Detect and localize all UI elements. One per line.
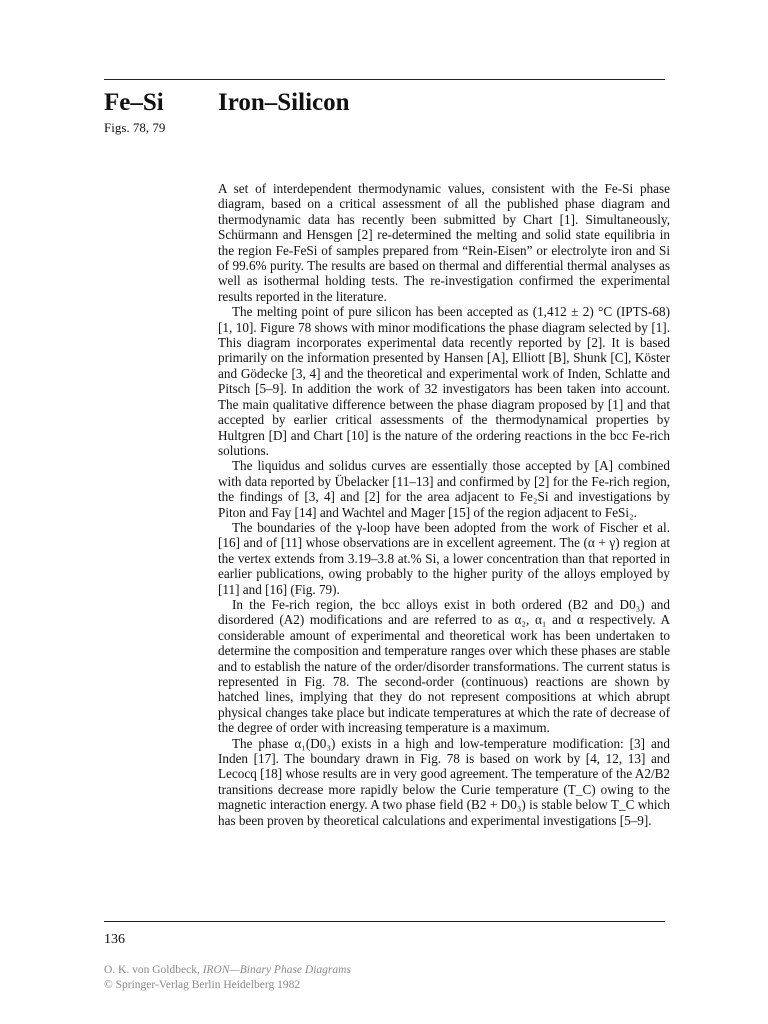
element-symbol: Fe–Si xyxy=(104,89,164,116)
footer-credits xyxy=(104,963,351,993)
body-text xyxy=(218,181,670,828)
author: O. K. von Goldbeck, xyxy=(104,964,203,976)
section-title: Iron–Silicon xyxy=(218,89,350,116)
footer-rule xyxy=(104,921,665,922)
book-title: IRON—Binary Phase Diagrams xyxy=(202,964,351,976)
paragraph: A set of interdependent thermodynamic values, consistent with the Fe-Si phase diagram, based on a critical assessment of all the published phase diagram and thermodynamic data has recently been submitted by Chart [1]. Simultaneously, Schürmann and Hensgen [2] re-determined the melting and solid state equilibria in the region Fe-FeSi of samples prepared from “Rein-Eisen” or electrolyte iron and Si of 99.6% purity. The results are based on thermal and differential thermal analyses as well as isothermal holding tests. The re-investigation confirmed the experimental results reported in the literature. xyxy=(218,181,670,304)
paragraph: In the Fe-rich region, the bcc alloys exist in both ordered (B2 and D0₃) and disordered (A2) modifications and are referred to as α₂, α₁ and α respectively. A considerable amount of experimental and theoretical work has been undertaken to determine the composition and temperature ranges over which these phases are stable and to establish the nature of the order/disorder transformations. The current status is represented in Fig. 78. The second-order (continuous) reactions are shown by hatched lines, implying that they do not represent compositions at which abrupt physical changes take place but indicate temperatures at which the rate of decrease of the degree of order with increasing temperature is a maximum. xyxy=(218,596,670,736)
paragraph: The boundaries of the γ-loop have been adopted from the work of Fischer et al. [16] and of [11] whose observations are in excellent agreement. The (α + γ) region at the vertex extends from 3.19–3.8 at.% Si, a lower concentration than that reported in earlier publications, owing probably to the higher purity of the alloys employed by [11] and [16] (Fig. 79). xyxy=(218,519,670,597)
paragraph: The phase α₁(D0₃) exists in a high and low-temperature modification: [3] and Inden [17]. The boundary drawn in Fig. 78 is based on work by [4, 12, 13] and Lecocq [18] whose results are in very good agreement. The temperature of the A2/B2 transitions decrease more rapidly below the Curie temperature (T_C) owing to the magnetic interaction energy. A two phase field (B2 + D0₃) is stable below T_C which has been proven by theoretical calculations and experimental investigations [5–9]. xyxy=(218,735,670,828)
header-rule xyxy=(104,79,665,80)
figure-reference: Figs. 78, 79 xyxy=(104,120,166,135)
paragraph: The melting point of pure silicon has been accepted as (1,412 ± 2) °C (IPTS-68) [1, 10]. Figure 78 shows with minor modifications the phase diagram selected by [1]. This diagram incorporates experimental data recently reported by [2]. It is based primarily on the information presented by Hansen [A], Elliott [B], Shunk [C], Köster and Gödecke [3, 4] and the theoretical and experimental work of Inden, Schlatte and Pitsch [5–9]. In addition the work of 32 investigators has been taken into account. The main qualitative difference between the phase diagram proposed by [1] and that accepted by earlier critical assessments of the thermodynamical properties by Hultgren [D] and Chart [10] is the nature of the ordering reactions in the bcc Fe-rich solutions. xyxy=(218,304,670,458)
page-number: 136 xyxy=(104,932,125,947)
paragraph: The liquidus and solidus curves are essentially those accepted by [A] combined with data reported by Übelacker [11–13] and confirmed by [2] for the Fe-rich region, the findings of [3, 4] and [2] for the area adjacent to Fe₂Si and investigations by Piton and Fay [14] and Wachtel and Mager [15] of the region adjacent to FeSi₂. xyxy=(218,458,670,520)
author-line xyxy=(104,963,351,978)
publisher-line: © Springer-Verlag Berlin Heidelberg 1982 xyxy=(104,979,301,991)
